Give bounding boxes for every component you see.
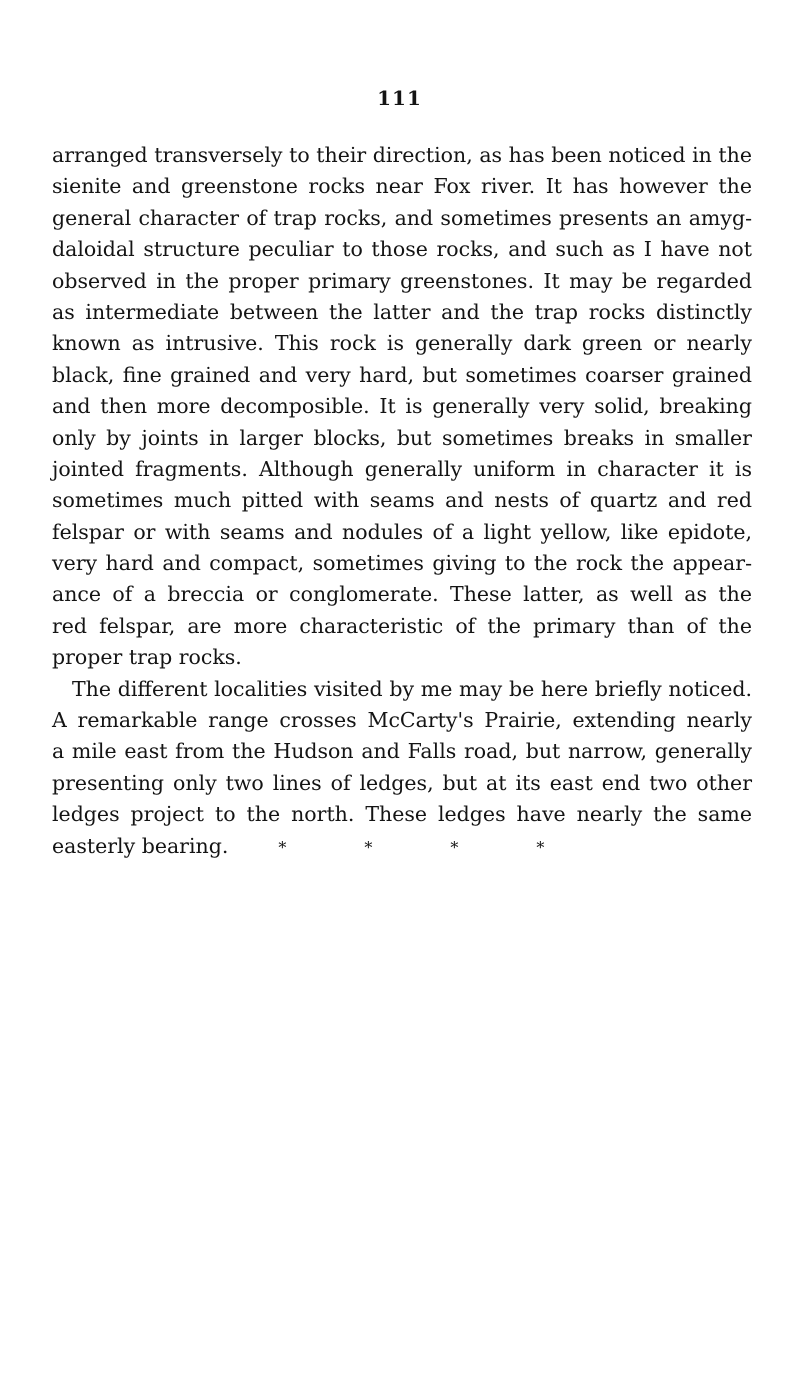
text-line: easterly bearing. (52, 833, 229, 858)
text-line: The different localities visited by me may be here briefly noticed. (72, 676, 752, 701)
text-line: presenting only two lines of ledges, but at its east end two other (52, 770, 752, 795)
text-line: sienite and greenstone rocks near Fox river. It has however the (52, 174, 752, 199)
body-text (52, 140, 752, 862)
asterisk: * (450, 837, 459, 857)
text-line: general character of trap rocks, and sometimes presents an amyg- (52, 205, 752, 230)
text-line: sometimes much pitted with seams and nests of quartz and red (52, 488, 752, 513)
text-line: a mile east from the Hudson and Falls road, but narrow, generally (52, 739, 752, 764)
text-line: red felspar, are more characteristic of the primary than of the (52, 613, 752, 638)
text-line: and then more decomposible. It is generally very solid, breaking (52, 394, 752, 419)
paragraph-2 (52, 674, 752, 862)
paragraph-1 (52, 140, 752, 674)
text-line: A remarkable range crosses McCarty's Prairie, extending nearly (52, 708, 752, 733)
text-line: ledges project to the north. These ledges have nearly the same (52, 802, 752, 827)
text-line: arranged transversely to their direction, as has been noticed in the (52, 143, 752, 167)
text-line: ance of a breccia or conglomerate. These latter, as well as the (52, 582, 752, 607)
text-line: observed in the proper primary greenstones. It may be regarded (52, 268, 752, 293)
last-text-line (52, 831, 752, 862)
asterisk: * (278, 837, 287, 857)
text-line: very hard and compact, sometimes giving to the rock the appear- (52, 551, 752, 576)
text-line: jointed fragments. Although generally uniform in character it is (52, 456, 752, 481)
text-line: proper trap rocks. (52, 645, 242, 670)
page-number: 111 (377, 86, 422, 110)
text-line: only by joints in larger blocks, but sometimes breaks in smaller (52, 425, 752, 450)
text-line: daloidal structure peculiar to those rocks, and such as I have not (52, 237, 752, 262)
text-line: as intermediate between the latter and the trap rocks distinctly (52, 299, 752, 324)
ellipsis-stars (278, 831, 622, 863)
text-line: known as intrusive. This rock is generally dark green or nearly (52, 331, 752, 356)
text-line: felspar or with seams and nodules of a light yellow, like epidote, (52, 519, 752, 544)
text-line: black, fine grained and very hard, but sometimes coarser grained (52, 362, 752, 387)
asterisk: * (536, 837, 545, 857)
asterisk: * (364, 837, 373, 857)
